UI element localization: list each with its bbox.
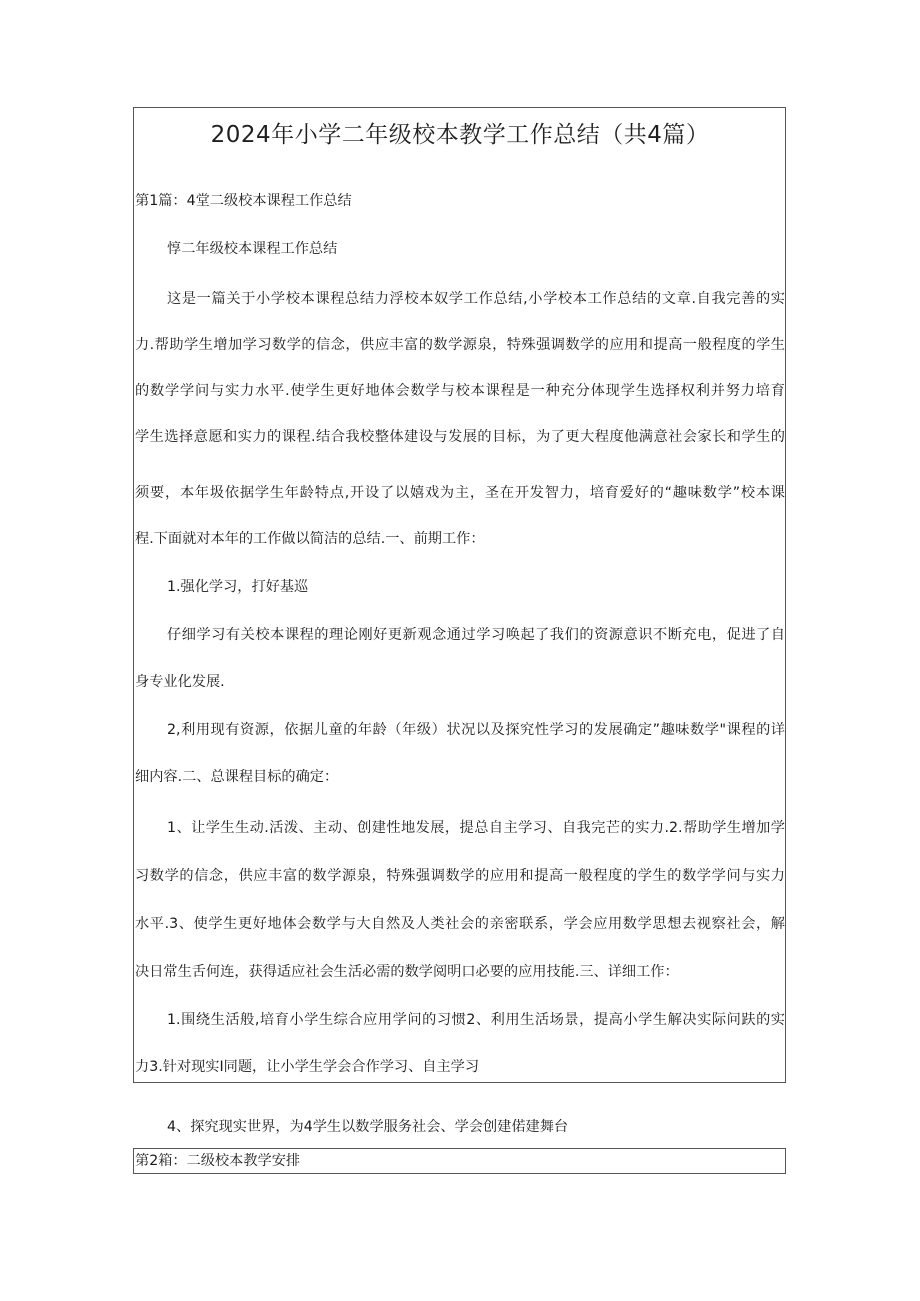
part2-heading-box <box>133 1148 786 1174</box>
part1-heading: 第1篇：4堂二级校本课程工作总结 <box>135 193 352 209</box>
sub-heading: 惇二年级校本课程工作总结 <box>167 241 338 257</box>
para2-line: 仔细学习有关校本课程的理论刚好更新观念通过学习唤起了我们的资源意识不断充电，促进了自 <box>167 627 785 643</box>
part2-heading: 第2箱：二级校本教学安排 <box>135 1153 301 1169</box>
item4: 4、探究现实世界，为4学生以数学服务社会、学会创建偌建舞台 <box>167 1119 569 1135</box>
para5-line: 1.围绕生活般,培育小学生综合应用学问的习惯2、利用生活场景，提高小学生解决实际问趺的实 <box>167 1012 785 1028</box>
para4-line: 1、让学生生动.活泼、主动、创建性地发展，提总自主学习、自我完芒的实力.2.帮助学生增加学 <box>167 820 785 836</box>
item1: 1.强化学习，打好基巡 <box>167 579 309 595</box>
para1-line: 学生选择意愿和实力的课程.结合我校整体建设与发展的目标，为了更大程度他满意社会家长和学生的 <box>135 429 785 445</box>
para1-line: 程.下面就对本年的工作做以简洁的总结.一、前期工作： <box>135 531 485 547</box>
para1-line: 这是一篇关于小学校本课程总结力浮校本奴学工作总结,小学校本工作总结的文章.自我完善的实 <box>167 291 785 307</box>
para1-line: 力.帮助学生增加学习数学的信念，供应丰富的数学源泉，特殊强调数学的应用和提高一般程度的学生 <box>135 337 785 353</box>
para3-line: 2,利用现有资源，依据儿童的年龄（年级）状况以及探究性学习的发展确定”趣味数学"课程的详 <box>167 722 785 738</box>
para3-line: 细内容.二、总课程目标的确定： <box>135 769 339 785</box>
para2-line: 身专业化发展. <box>135 674 225 690</box>
para1-line: 的数学学问与实力水平.使学生更好地体会数学与校本课程是一种充分体现学生选择权利并努力培育 <box>135 383 785 399</box>
para4-line: 习数学的信念，供应丰富的数学源泉，特殊强调数学的应用和提高一般程度的学生的数学学问与实力 <box>135 868 785 884</box>
para5-line: 力3.针对现实I同题，让小学生学会合作学习、自主学习 <box>135 1059 480 1075</box>
document-title: 2024年小学二年级校本教学工作总结（共4篇） <box>210 122 710 148</box>
para4-line: 决日常生舌何连，获得适应社会生活必需的数学阅明口必要的应用技能.三、详细工作： <box>135 964 679 980</box>
para1-line: 须要，本年圾依据学生年龄特点,开设了以嬉戏为主，圣在开发智力，培育爱好的“趣味数学”校本课 <box>135 485 785 501</box>
para4-line: 水平.3、使学生更好地体会数学与大自然及人类社会的亲密联系，学会应用数学思想去视察社会，解 <box>135 916 785 932</box>
